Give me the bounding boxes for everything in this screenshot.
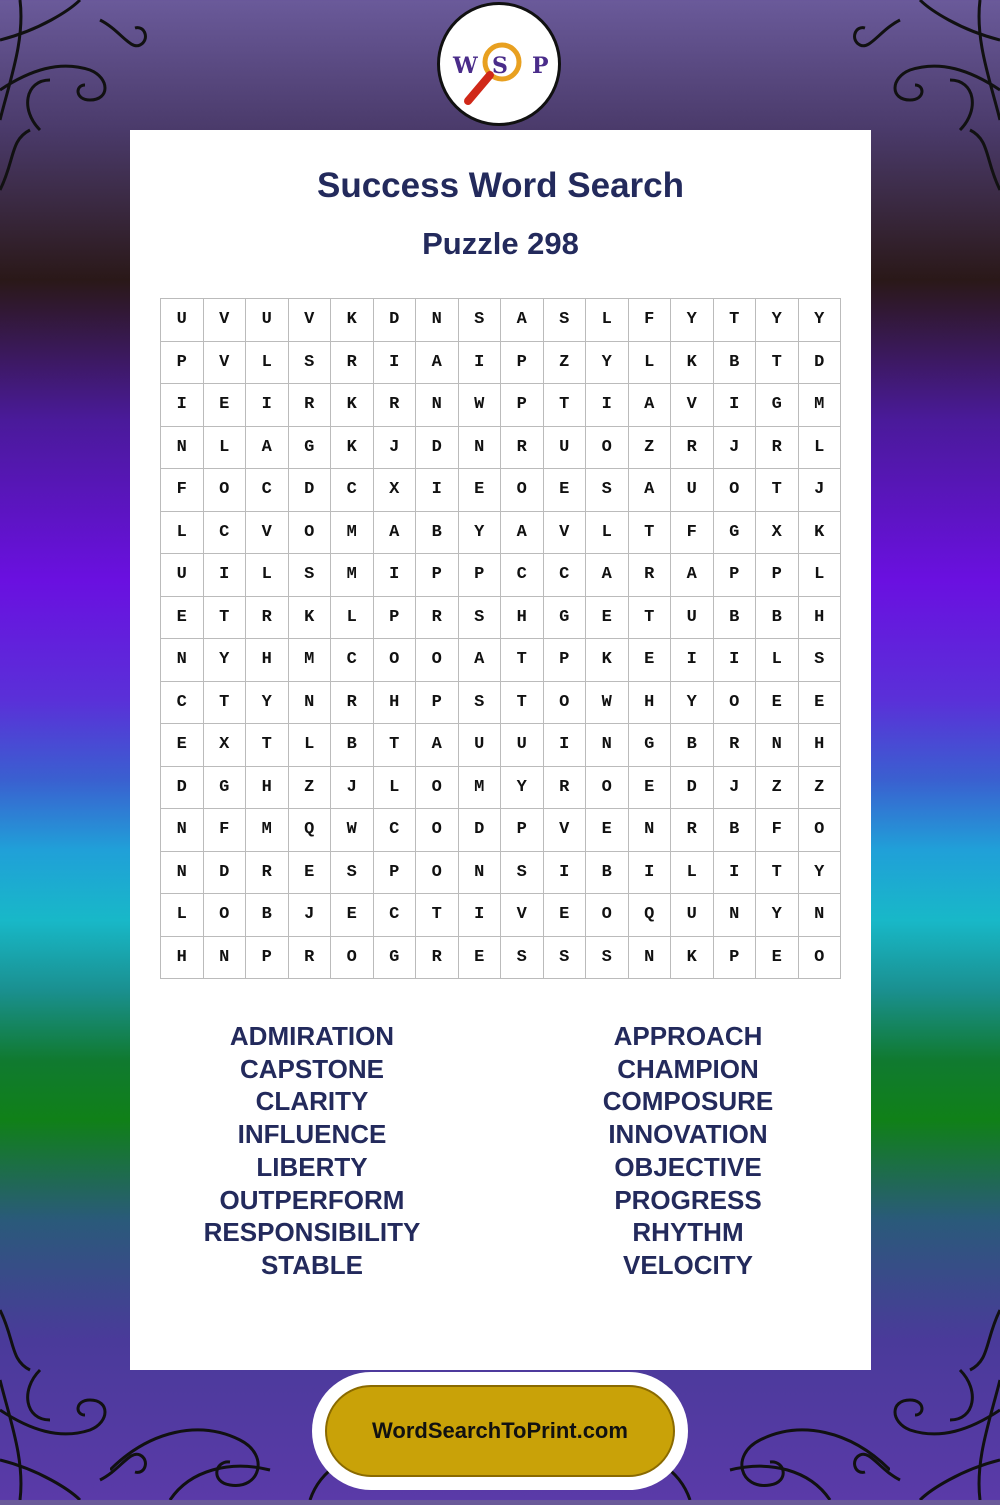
grid-cell[interactable]: J bbox=[289, 894, 332, 937]
grid-cell[interactable]: S bbox=[544, 299, 587, 342]
grid-cell[interactable]: R bbox=[289, 937, 332, 980]
grid-cell[interactable]: N bbox=[714, 894, 757, 937]
grid-cell[interactable]: E bbox=[586, 597, 629, 640]
grid-cell[interactable]: B bbox=[714, 809, 757, 852]
grid-cell[interactable]: L bbox=[289, 724, 332, 767]
grid-cell[interactable]: Q bbox=[289, 809, 332, 852]
grid-cell[interactable]: L bbox=[799, 554, 842, 597]
grid-cell[interactable]: Y bbox=[586, 342, 629, 385]
grid-cell[interactable]: S bbox=[586, 469, 629, 512]
grid-cell[interactable]: V bbox=[544, 512, 587, 555]
grid-cell[interactable]: L bbox=[586, 299, 629, 342]
grid-cell[interactable]: M bbox=[331, 554, 374, 597]
puzzle-panel bbox=[130, 130, 871, 1370]
word-list-item: ADMIRATION bbox=[229, 1021, 395, 1051]
grid-cell[interactable]: O bbox=[799, 809, 842, 852]
grid-cell[interactable]: K bbox=[586, 639, 629, 682]
grid-cell[interactable]: B bbox=[714, 342, 757, 385]
grid-cell[interactable]: E bbox=[204, 384, 247, 427]
grid-cell[interactable]: B bbox=[416, 512, 459, 555]
grid-cell[interactable]: Y bbox=[756, 894, 799, 937]
grid-cell[interactable]: N bbox=[416, 299, 459, 342]
grid-cell[interactable]: I bbox=[459, 342, 502, 385]
word-list-item: RESPONSIBILITY bbox=[203, 1217, 421, 1248]
grid-cell[interactable]: C bbox=[544, 554, 587, 597]
grid-cell[interactable]: I bbox=[544, 724, 587, 767]
grid-cell[interactable]: N bbox=[459, 427, 502, 470]
grid-cell[interactable]: I bbox=[246, 384, 289, 427]
word-list-item: PROGRESS bbox=[614, 1184, 762, 1215]
grid-cell[interactable]: X bbox=[374, 469, 417, 512]
grid-cell[interactable]: E bbox=[756, 937, 799, 980]
grid-cell[interactable]: U bbox=[544, 427, 587, 470]
grid-cell[interactable]: Y bbox=[204, 639, 247, 682]
grid-cell[interactable]: N bbox=[289, 682, 332, 725]
grid-cell[interactable]: B bbox=[671, 724, 714, 767]
grid-cell[interactable]: Y bbox=[671, 299, 714, 342]
grid-cell[interactable]: R bbox=[416, 597, 459, 640]
grid-cell[interactable]: R bbox=[331, 682, 374, 725]
grid-cell[interactable]: N bbox=[161, 809, 204, 852]
grid-cell[interactable]: I bbox=[161, 384, 204, 427]
grid-cell[interactable]: V bbox=[246, 512, 289, 555]
grid-cell[interactable]: L bbox=[331, 597, 374, 640]
word-list-item: STABLE bbox=[260, 1249, 364, 1280]
grid-cell[interactable]: A bbox=[586, 554, 629, 597]
grid-cell[interactable]: N bbox=[756, 724, 799, 767]
grid-cell[interactable]: K bbox=[671, 937, 714, 980]
grid-cell[interactable]: K bbox=[331, 427, 374, 470]
grid-cell[interactable]: M bbox=[289, 639, 332, 682]
grid-cell[interactable]: B bbox=[586, 852, 629, 895]
grid-cell[interactable]: O bbox=[416, 767, 459, 810]
grid-cell[interactable]: F bbox=[204, 809, 247, 852]
grid-cell[interactable]: A bbox=[246, 427, 289, 470]
grid-cell[interactable]: C bbox=[331, 469, 374, 512]
site-link-button[interactable]: WordSearchToPrint.com bbox=[325, 1385, 675, 1477]
grid-cell[interactable]: F bbox=[161, 469, 204, 512]
grid-cell[interactable]: S bbox=[289, 342, 332, 385]
grid-cell[interactable]: P bbox=[246, 937, 289, 980]
grid-cell[interactable]: P bbox=[161, 342, 204, 385]
grid-cell[interactable]: R bbox=[246, 852, 289, 895]
grid-cell[interactable]: L bbox=[799, 427, 842, 470]
grid-cell[interactable]: C bbox=[204, 512, 247, 555]
grid-cell[interactable]: V bbox=[204, 342, 247, 385]
grid-cell[interactable]: I bbox=[671, 639, 714, 682]
grid-cell[interactable]: Y bbox=[501, 767, 544, 810]
grid-cell[interactable]: S bbox=[544, 937, 587, 980]
grid-cell[interactable]: T bbox=[374, 724, 417, 767]
grid-cell[interactable]: B bbox=[331, 724, 374, 767]
grid-cell[interactable]: A bbox=[501, 299, 544, 342]
grid-cell[interactable]: R bbox=[374, 384, 417, 427]
grid-cell[interactable]: X bbox=[204, 724, 247, 767]
word-list-left bbox=[152, 1020, 472, 1282]
grid-cell[interactable]: E bbox=[629, 639, 672, 682]
grid-cell[interactable]: E bbox=[161, 597, 204, 640]
grid-cell[interactable]: P bbox=[714, 937, 757, 980]
grid-cell[interactable]: I bbox=[629, 852, 672, 895]
grid-cell[interactable]: H bbox=[374, 682, 417, 725]
grid-cell[interactable]: E bbox=[289, 852, 332, 895]
grid-cell[interactable]: L bbox=[246, 342, 289, 385]
grid-cell[interactable]: P bbox=[756, 554, 799, 597]
grid-cell[interactable]: O bbox=[204, 469, 247, 512]
grid-cell[interactable]: S bbox=[459, 682, 502, 725]
grid-cell[interactable]: G bbox=[204, 767, 247, 810]
grid-cell[interactable]: K bbox=[331, 299, 374, 342]
grid-cell[interactable]: J bbox=[714, 767, 757, 810]
grid-cell[interactable]: M bbox=[331, 512, 374, 555]
grid-cell[interactable]: I bbox=[544, 852, 587, 895]
word-list-item: CHAMPION bbox=[617, 1053, 759, 1084]
grid-cell[interactable]: R bbox=[289, 384, 332, 427]
grid-cell[interactable]: Z bbox=[799, 767, 842, 810]
word-list-item: OBJECTIVE bbox=[614, 1151, 762, 1182]
grid-cell[interactable]: I bbox=[586, 384, 629, 427]
grid-cell[interactable]: F bbox=[629, 299, 672, 342]
grid-cell[interactable]: O bbox=[204, 894, 247, 937]
grid-cell[interactable]: L bbox=[374, 767, 417, 810]
grid-cell[interactable]: G bbox=[544, 597, 587, 640]
grid-cell[interactable]: D bbox=[374, 299, 417, 342]
grid-cell[interactable]: E bbox=[586, 809, 629, 852]
word-list-item: COMPOSURE bbox=[602, 1086, 774, 1117]
grid-cell[interactable]: A bbox=[501, 512, 544, 555]
grid-cell[interactable]: T bbox=[246, 724, 289, 767]
grid-cell[interactable]: O bbox=[586, 894, 629, 937]
grid-cell[interactable]: J bbox=[714, 427, 757, 470]
grid-cell[interactable]: R bbox=[544, 767, 587, 810]
word-list-item: CLARITY bbox=[255, 1086, 369, 1117]
grid-cell[interactable]: T bbox=[204, 682, 247, 725]
grid-cell[interactable]: T bbox=[629, 512, 672, 555]
grid-cell[interactable]: W bbox=[586, 682, 629, 725]
word-list-item: APPROACH bbox=[613, 1021, 763, 1051]
grid-cell[interactable]: C bbox=[246, 469, 289, 512]
grid-cell[interactable]: N bbox=[161, 852, 204, 895]
grid-cell[interactable]: Z bbox=[629, 427, 672, 470]
grid-cell[interactable]: A bbox=[459, 639, 502, 682]
grid-cell[interactable]: S bbox=[799, 639, 842, 682]
grid-cell[interactable]: B bbox=[246, 894, 289, 937]
grid-cell[interactable]: J bbox=[331, 767, 374, 810]
grid-cell[interactable]: H bbox=[629, 682, 672, 725]
grid-cell[interactable]: V bbox=[544, 809, 587, 852]
grid-cell[interactable]: F bbox=[671, 512, 714, 555]
grid-cell[interactable]: I bbox=[204, 554, 247, 597]
grid-cell[interactable]: O bbox=[714, 682, 757, 725]
grid-cell[interactable]: U bbox=[161, 299, 204, 342]
grid-cell[interactable]: N bbox=[586, 724, 629, 767]
grid-cell[interactable]: H bbox=[799, 597, 842, 640]
grid-cell[interactable]: V bbox=[671, 384, 714, 427]
grid-cell[interactable]: P bbox=[544, 639, 587, 682]
grid-cell[interactable]: C bbox=[161, 682, 204, 725]
word-list-item: RHYTHM bbox=[632, 1217, 744, 1248]
grid-cell[interactable]: P bbox=[501, 384, 544, 427]
grid-cell[interactable]: K bbox=[331, 384, 374, 427]
grid-cell[interactable]: N bbox=[161, 427, 204, 470]
footer bbox=[312, 1372, 688, 1490]
grid-cell[interactable]: E bbox=[629, 767, 672, 810]
grid-cell[interactable]: E bbox=[544, 469, 587, 512]
grid-cell[interactable]: E bbox=[799, 682, 842, 725]
grid-cell[interactable]: O bbox=[331, 937, 374, 980]
logo-letter-p: P bbox=[532, 53, 549, 79]
grid-cell[interactable]: K bbox=[671, 342, 714, 385]
grid-cell[interactable]: T bbox=[204, 597, 247, 640]
grid-cell[interactable]: H bbox=[501, 597, 544, 640]
grid-cell[interactable]: T bbox=[756, 342, 799, 385]
grid-cell[interactable]: I bbox=[374, 554, 417, 597]
grid-cell[interactable]: I bbox=[714, 384, 757, 427]
word-list-item: INFLUENCE bbox=[237, 1119, 387, 1150]
corner-ornament-top-left bbox=[0, 0, 150, 200]
grid-cell[interactable]: D bbox=[289, 469, 332, 512]
grid-cell[interactable]: T bbox=[629, 597, 672, 640]
page-title: Success Word Search bbox=[316, 166, 685, 205]
grid-cell[interactable]: L bbox=[161, 894, 204, 937]
grid-cell[interactable]: Y bbox=[756, 299, 799, 342]
grid-cell[interactable]: E bbox=[756, 682, 799, 725]
grid-cell[interactable]: X bbox=[756, 512, 799, 555]
grid-cell[interactable]: H bbox=[799, 724, 842, 767]
grid-cell[interactable]: H bbox=[161, 937, 204, 980]
grid-cell[interactable]: C bbox=[501, 554, 544, 597]
grid-cell[interactable]: N bbox=[161, 639, 204, 682]
grid-cell[interactable]: R bbox=[671, 809, 714, 852]
grid-cell[interactable]: P bbox=[714, 554, 757, 597]
grid-cell[interactable]: G bbox=[629, 724, 672, 767]
grid-cell[interactable]: S bbox=[459, 299, 502, 342]
grid-cell[interactable]: A bbox=[374, 512, 417, 555]
grid-cell[interactable]: P bbox=[416, 682, 459, 725]
grid-cell[interactable]: A bbox=[416, 342, 459, 385]
grid-cell[interactable]: S bbox=[501, 937, 544, 980]
grid-cell[interactable]: N bbox=[416, 384, 459, 427]
grid-cell[interactable]: W bbox=[459, 384, 502, 427]
grid-cell[interactable]: Q bbox=[629, 894, 672, 937]
grid-cell[interactable]: D bbox=[416, 427, 459, 470]
grid-cell[interactable]: L bbox=[756, 639, 799, 682]
grid-cell[interactable]: O bbox=[501, 469, 544, 512]
grid-cell[interactable]: U bbox=[501, 724, 544, 767]
grid-cell[interactable]: G bbox=[756, 384, 799, 427]
grid-cell[interactable]: L bbox=[671, 852, 714, 895]
grid-cell[interactable]: I bbox=[374, 342, 417, 385]
grid-cell[interactable]: O bbox=[799, 937, 842, 980]
puzzle-number: Puzzle 298 bbox=[422, 226, 579, 261]
grid-cell[interactable]: I bbox=[714, 852, 757, 895]
grid-cell[interactable]: B bbox=[714, 597, 757, 640]
grid-cell[interactable]: L bbox=[629, 342, 672, 385]
grid-cell[interactable]: P bbox=[416, 554, 459, 597]
grid-cell[interactable]: N bbox=[204, 937, 247, 980]
word-list-item: INNOVATION bbox=[608, 1119, 768, 1150]
grid-cell[interactable]: O bbox=[586, 427, 629, 470]
grid-cell[interactable]: I bbox=[459, 894, 502, 937]
grid-cell[interactable]: L bbox=[586, 512, 629, 555]
grid-cell[interactable]: P bbox=[374, 852, 417, 895]
grid-cell[interactable]: Y bbox=[799, 852, 842, 895]
grid-cell[interactable]: T bbox=[416, 894, 459, 937]
grid-cell[interactable]: D bbox=[671, 767, 714, 810]
grid-cell[interactable]: M bbox=[799, 384, 842, 427]
grid-cell[interactable]: G bbox=[374, 937, 417, 980]
grid-cell[interactable]: V bbox=[204, 299, 247, 342]
grid-cell[interactable]: D bbox=[799, 342, 842, 385]
grid-cell[interactable]: N bbox=[459, 852, 502, 895]
grid-cell[interactable]: R bbox=[246, 597, 289, 640]
grid-cell[interactable]: A bbox=[416, 724, 459, 767]
grid-cell[interactable]: U bbox=[246, 299, 289, 342]
grid-cell[interactable]: U bbox=[161, 554, 204, 597]
letter-grid bbox=[160, 298, 841, 979]
grid-cell[interactable]: S bbox=[289, 554, 332, 597]
grid-cell[interactable]: D bbox=[204, 852, 247, 895]
grid-cell[interactable]: Z bbox=[544, 342, 587, 385]
grid-cell[interactable]: R bbox=[331, 342, 374, 385]
grid-cell[interactable]: B bbox=[756, 597, 799, 640]
grid-cell[interactable]: R bbox=[671, 427, 714, 470]
grid-cell[interactable]: O bbox=[416, 809, 459, 852]
grid-cell[interactable]: C bbox=[374, 894, 417, 937]
grid-cell[interactable]: G bbox=[289, 427, 332, 470]
grid-cell[interactable]: T bbox=[756, 469, 799, 512]
grid-cell[interactable]: O bbox=[586, 767, 629, 810]
logo-letter-w: W bbox=[453, 53, 478, 79]
grid-cell[interactable]: H bbox=[246, 639, 289, 682]
grid-cell[interactable]: T bbox=[501, 639, 544, 682]
grid-cell[interactable]: E bbox=[459, 469, 502, 512]
grid-cell[interactable]: M bbox=[246, 809, 289, 852]
site-logo[interactable] bbox=[437, 2, 561, 126]
grid-cell[interactable]: G bbox=[714, 512, 757, 555]
grid-cell[interactable]: R bbox=[501, 427, 544, 470]
grid-cell[interactable]: N bbox=[629, 809, 672, 852]
word-list-item: OUTPERFORM bbox=[219, 1184, 405, 1215]
grid-cell[interactable]: U bbox=[671, 469, 714, 512]
grid-cell[interactable]: E bbox=[544, 894, 587, 937]
grid-cell[interactable]: T bbox=[501, 682, 544, 725]
grid-cell[interactable]: K bbox=[289, 597, 332, 640]
grid-cell[interactable]: R bbox=[714, 724, 757, 767]
word-list-right bbox=[528, 1020, 848, 1282]
grid-cell[interactable]: Z bbox=[756, 767, 799, 810]
grid-cell[interactable]: N bbox=[629, 937, 672, 980]
grid-cell[interactable]: Z bbox=[289, 767, 332, 810]
grid-cell[interactable]: E bbox=[459, 937, 502, 980]
grid-cell[interactable]: Y bbox=[459, 512, 502, 555]
grid-cell[interactable]: W bbox=[331, 809, 374, 852]
word-list-item: LIBERTY bbox=[256, 1151, 368, 1182]
grid-cell[interactable]: E bbox=[331, 894, 374, 937]
grid-cell[interactable]: I bbox=[714, 639, 757, 682]
grid-cell[interactable]: S bbox=[501, 852, 544, 895]
grid-cell[interactable]: L bbox=[246, 554, 289, 597]
grid-cell[interactable]: U bbox=[671, 597, 714, 640]
grid-cell[interactable]: T bbox=[756, 852, 799, 895]
grid-cell[interactable]: A bbox=[629, 384, 672, 427]
grid-cell[interactable]: L bbox=[204, 427, 247, 470]
grid-cell[interactable]: Y bbox=[246, 682, 289, 725]
grid-cell[interactable]: O bbox=[544, 682, 587, 725]
grid-cell[interactable]: O bbox=[289, 512, 332, 555]
grid-cell[interactable]: P bbox=[501, 809, 544, 852]
word-list-item: CAPSTONE bbox=[240, 1053, 384, 1084]
grid-cell[interactable]: T bbox=[714, 299, 757, 342]
grid-cell[interactable]: O bbox=[416, 852, 459, 895]
grid-cell[interactable]: P bbox=[459, 554, 502, 597]
word-list-item: VELOCITY bbox=[622, 1249, 753, 1280]
grid-cell[interactable]: O bbox=[714, 469, 757, 512]
grid-cell[interactable]: E bbox=[161, 724, 204, 767]
grid-cell[interactable]: Y bbox=[671, 682, 714, 725]
grid-cell[interactable]: U bbox=[459, 724, 502, 767]
corner-ornament-top-right bbox=[850, 0, 1000, 200]
grid-cell[interactable]: D bbox=[161, 767, 204, 810]
grid-cell[interactable]: L bbox=[161, 512, 204, 555]
grid-cell[interactable]: Y bbox=[799, 299, 842, 342]
grid-cell[interactable]: R bbox=[416, 937, 459, 980]
grid-cell[interactable]: P bbox=[501, 342, 544, 385]
grid-cell[interactable]: A bbox=[671, 554, 714, 597]
grid-cell[interactable]: U bbox=[671, 894, 714, 937]
grid-cell[interactable]: M bbox=[459, 767, 502, 810]
grid-cell[interactable]: S bbox=[331, 852, 374, 895]
grid-cell[interactable]: K bbox=[799, 512, 842, 555]
grid-cell[interactable]: S bbox=[459, 597, 502, 640]
grid-cell[interactable]: J bbox=[374, 427, 417, 470]
grid-cell[interactable]: R bbox=[756, 427, 799, 470]
grid-cell[interactable]: P bbox=[374, 597, 417, 640]
grid-cell[interactable]: C bbox=[331, 639, 374, 682]
grid-cell[interactable]: I bbox=[416, 469, 459, 512]
grid-cell[interactable]: V bbox=[289, 299, 332, 342]
grid-cell[interactable]: O bbox=[416, 639, 459, 682]
grid-cell[interactable]: N bbox=[799, 894, 842, 937]
grid-cell[interactable]: C bbox=[374, 809, 417, 852]
grid-cell[interactable]: F bbox=[756, 809, 799, 852]
logo-letter-s: S bbox=[492, 53, 508, 79]
grid-cell[interactable]: R bbox=[629, 554, 672, 597]
grid-cell[interactable]: T bbox=[544, 384, 587, 427]
grid-cell[interactable]: J bbox=[799, 469, 842, 512]
grid-cell[interactable]: S bbox=[586, 937, 629, 980]
grid-cell[interactable]: V bbox=[501, 894, 544, 937]
grid-cell[interactable]: D bbox=[459, 809, 502, 852]
grid-cell[interactable]: H bbox=[246, 767, 289, 810]
grid-cell[interactable]: A bbox=[629, 469, 672, 512]
grid-cell[interactable]: O bbox=[374, 639, 417, 682]
